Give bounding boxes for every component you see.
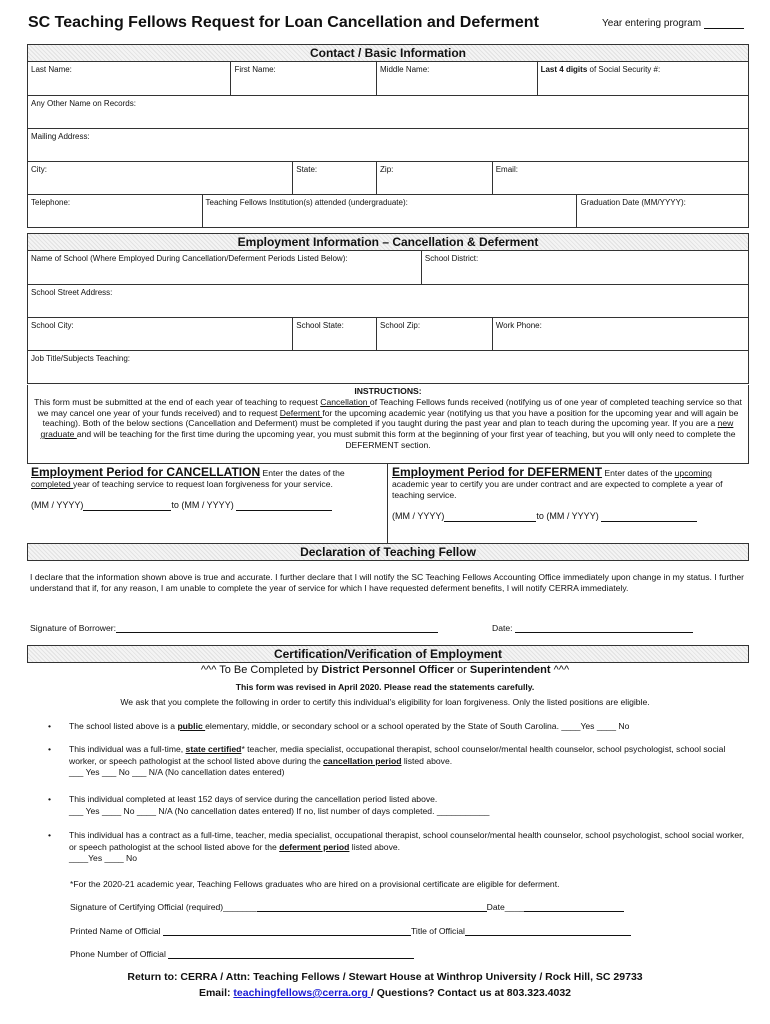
certification-header: Certification/Verification of Employment [27,645,749,663]
last-name-field[interactable]: Last Name: [31,65,72,74]
job-title-field[interactable]: Job Title/Subjects Teaching: [31,354,131,363]
zip-field[interactable]: Zip: [376,162,492,194]
cancellation-heading: Employment Period for CANCELLATION [31,465,261,479]
page-title: SC Teaching Fellows Request for Loan Cancellation and Deferment [28,14,539,31]
declaration-text: I declare that the information shown above is true and accurate. I further declare that I will notify the SC Teaching Fellows Accounting Office immediately upon change in my status. I further understand that if, for any reason, I am unable to complete the year of service for which I have requested deferment benefits, I will notify CERRA immediately. [30,572,744,594]
borrower-date-field[interactable]: Date: [492,623,693,633]
mailing-address-field[interactable]: Mailing Address: [31,132,90,141]
email-link[interactable]: teachingfellows@cerra.org [233,987,371,999]
school-district-field[interactable]: School District: [421,251,748,284]
cancellation-period: Employment Period for CANCELLATION Enter the dates of the completed year of teaching service to request loan forgiveness for your service. (MM / YYYY) to (MM / YYYY) [27,464,388,543]
borrower-signature-field[interactable]: Signature of Borrower: [30,623,438,633]
telephone-field[interactable]: Telephone: [31,198,71,207]
graduation-date-field[interactable]: Graduation Date (MM/YYYY): [576,195,748,227]
employment-grid [27,251,749,384]
institution-field[interactable]: Teaching Fellows Institution(s) attended (undergraduate): [202,195,577,227]
certification-subtitle: ^^^ To Be Completed by District Personnel Officer or Superintendent ^^^ [200,664,570,676]
revised-note: This form was revised in April 2020. Please read the statements carefully. [235,682,535,692]
bullet-contract: • This individual has a contract as a full-time, teacher, media specialist, occupational therapist, school counselor/mental health counselor, school psychologist, school social worker, or speech pathologist at the school listed above for the deferment period listed above. ____Yes ____ No [48,830,744,863]
bullet-152-days: • This individual completed at least 152 days of service during the cancellation period listed above. ___ Yes ____ No ____ N/A (No cancellation dates entered) If no, list number of days completed. ___________ [48,794,490,816]
declaration-header: Declaration of Teaching Fellow [27,543,749,561]
email-field[interactable]: Email: [492,162,748,194]
school-name-field[interactable]: Name of School (Where Employed During Cancellation/Deferment Periods Listed Below): [31,254,348,263]
school-zip-field[interactable]: School Zip: [376,318,492,350]
return-address: Return to: CERRA / Attn: Teaching Fellows / Stewart House at Winthrop University / Rock Hill, SC 29733 [127,971,643,983]
school-state-field[interactable]: School State: [292,318,376,350]
phone-official-field[interactable]: Phone Number of Official [70,949,414,959]
year-entering-field[interactable] [602,18,744,29]
bullet-full-time: • This individual was a full-time, state certified* teacher, media specialist, occupational therapist, school counselor/mental health counselor, school psychologist, school social worker, or speech pathologist at the school listed above during the cancellation period listed above. ___ Yes ___ No ___ N/A (No cancellation dates entered) [48,744,726,777]
state-field[interactable]: State: [292,162,376,194]
other-name-field[interactable]: Any Other Name on Records: [31,99,136,108]
instructions-box [27,385,749,464]
deferment-dates[interactable]: (MM / YYYY) to (MM / YYYY) [392,511,745,522]
middle-name-field[interactable]: Middle Name: [376,62,537,95]
instructions-heading: INSTRUCTIONS: [354,386,422,396]
school-city-field[interactable]: School City: [31,321,74,330]
cancellation-dates[interactable]: (MM / YYYY) to (MM / YYYY) [31,500,383,511]
city-field[interactable]: City: [31,165,47,174]
bullet-public-school: • The school listed above is a public elementary, middle, or secondary school or a school operated by the State of South Carolina. ____Yes ____ No [48,721,630,731]
deferment-period: Employment Period for DEFERMENT Enter dates of the upcoming academic year to certify you are under contract and are expected to complete a year of teaching service. (MM / YYYY) to (MM / YYYY) [388,464,749,543]
employment-periods [27,464,749,543]
work-phone-field[interactable]: Work Phone: [492,318,748,350]
certifying-signature-field[interactable]: Signature of Certifying Official (required)_______ Date____ [70,902,624,912]
contact-line: Email: teachingfellows@cerra.org / Questions? Contact us at 803.323.4032 [198,987,572,999]
first-name-field[interactable]: First Name: [230,62,376,95]
instructions-text: This form must be submitted at the end of each year of teaching to request Cancellation of Teaching Fellows funds received (notifying us of one year of completed teaching service so that we may cancel one year of your funds received) and to request Deferment for the upcoming academic year (notifying us that you have a position for the upcoming year and will again be teaching). Both of the below sections (Cancellation and Deferment) must be completed if you taught during the past year and plan to teach during the upcoming year. If you are a new graduate and will be teaching for the first time during the upcoming year, you must submit this form at the beginning of your first year of teaching, but you will only need to complete the DEFERMENT section. [34,396,742,450]
year-entering-line [704,19,744,29]
school-street-field[interactable]: School Street Address: [31,288,113,297]
certification-ask: We ask that you complete the following in order to certify this individual's eligibility for loan forgiveness. Only the listed positions are eligible. [120,697,650,707]
printed-name-field[interactable]: Printed Name of Official Title of Official [70,926,631,936]
employment-header: Employment Information – Cancellation & Deferment [27,233,749,251]
deferment-heading: Employment Period for DEFERMENT [392,465,603,479]
contact-header: Contact / Basic Information [27,44,749,62]
deferment-note: *For the 2020-21 academic year, Teaching Fellows graduates who are hired on a provisional certificate are eligible for deferment. [70,879,560,889]
ssn-field[interactable]: Last 4 digits of Social Security #: [537,62,748,95]
year-entering-label: Year entering program [602,18,702,29]
contact-grid [27,62,749,228]
